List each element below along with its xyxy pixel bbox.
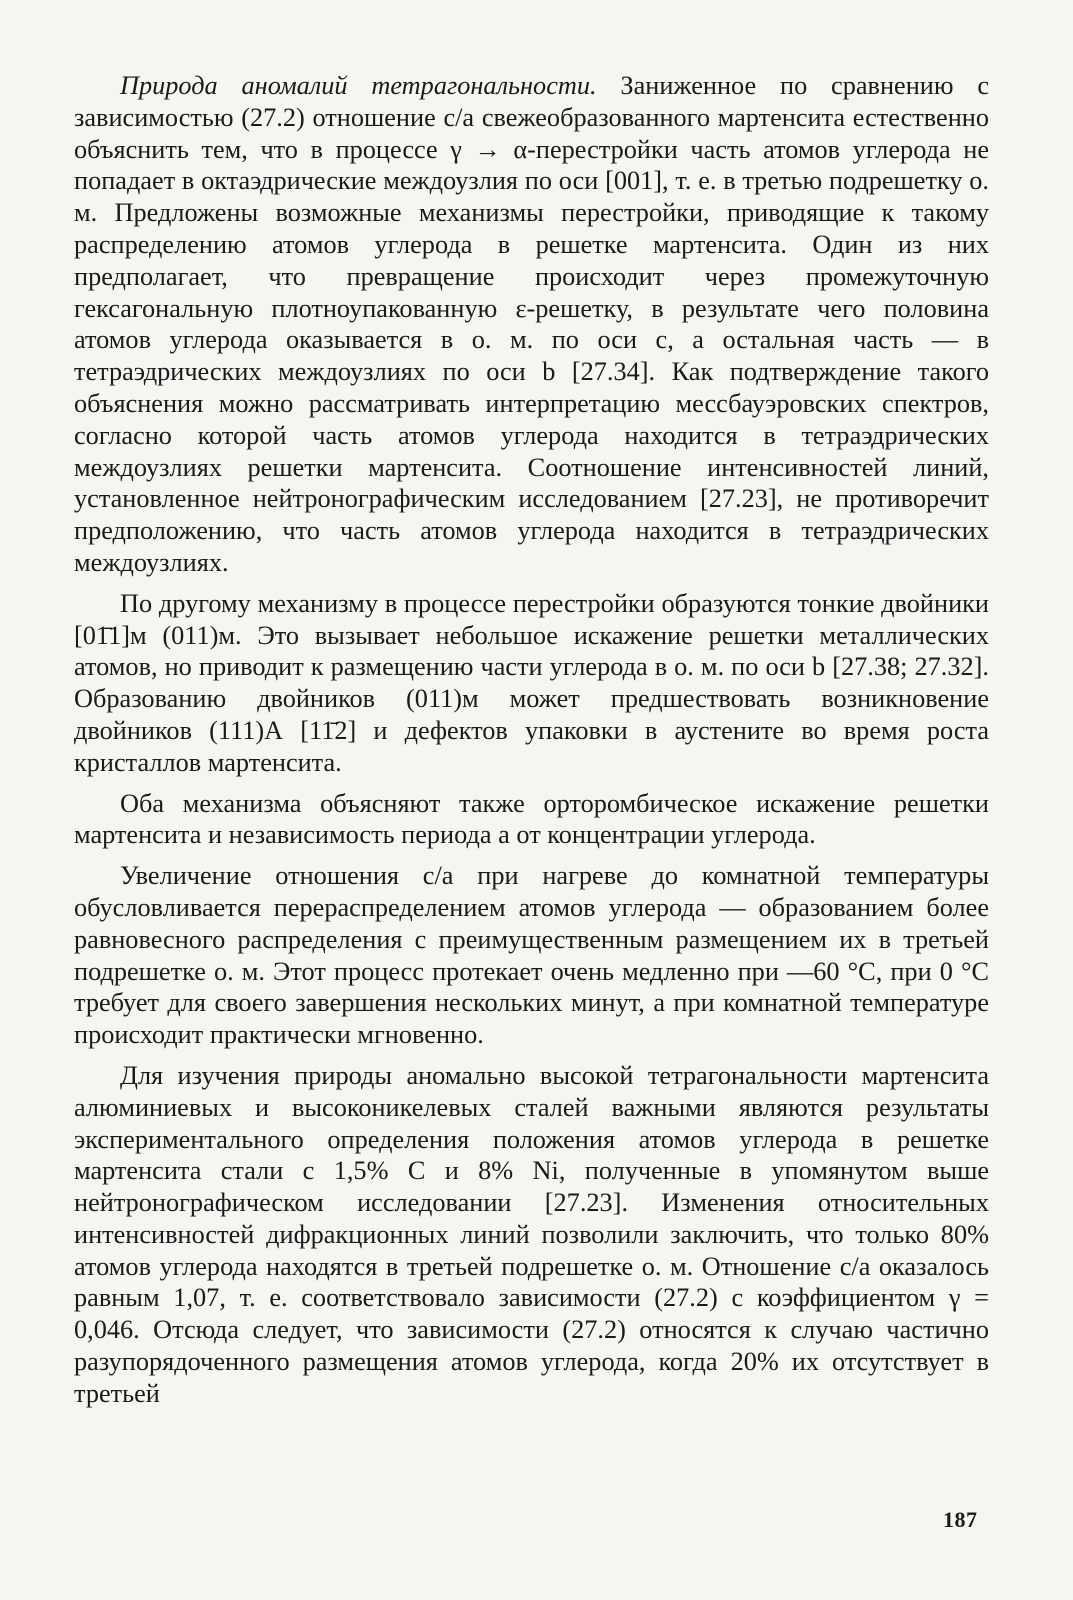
- paragraph-1: [74, 70, 989, 579]
- paragraph-2: По другому механизму в процессе перестройки образуются тонкие двойники [01̄1]м (011)м. Это вызывает небольшое искажение решетки металлических атомов, но приводит к размещению части углерода в о. м. по оси b [27.38; 27.32]. Образованию двойников (011)м может предшествовать возникновение двойников (111)А [11̄2] и дефектов упаковки в аустените во время роста кристаллов мартенсита.: [74, 588, 989, 777]
- paragraph-4: Увеличение отношения c/a при нагреве до комнатной температуры обусловливается перераспределением атомов углерода — образованием более равновесного распределения с преимущественным размещением их в третьей подрешетке о. м. Этот процесс протекает очень медленно при —60 °С, при 0 °С требует для своего завершения нескольких минут, а при комнатной температуре происходит практически мгновенно.: [74, 861, 989, 1050]
- paragraph-1-text: Заниженное по сравнению с зависимостью (27.2) отношение c/a свежеобразованного мартенсита естественно объяснить тем, что в процессе γ → α-перестройки часть атомов углерода не попадает в октаэдрические междоузлия по оси [001], т. е. в третью подрешетку о. м. Предложены возможные механизмы перестройки, приводящие к такому распределению атомов углерода в решетке мартенсита. Один из них предполагает, что превращение происходит через промежуточную гексагональную плотноупакованную ε-решетку, в результате чего половина атомов углерода оказывается в о. м. по оси c, а остальная часть — в тетраэдрических междоузлиях по оси b [27.34]. Как подтверждение такого объяснения можно рассматривать интерпретацию мессбауэровских спектров, согласно которой часть атомов углерода находится в тетраэдрических междоузлиях решетки мартенсита. Соотношение интенсивностей линий, установленное нейтронографическим исследованием [27.23], не противоречит предположению, что часть атомов углерода находится в тетраэдрических междоузлиях.: [74, 71, 989, 577]
- paragraph-5: Для изучения природы аномально высокой тетрагональности мартенсита алюминиевых и высоконикелевых сталей важными являются результаты экспериментального определения положения атомов углерода в решетке мартенсита стали с 1,5% С и 8% Ni, полученные в упомянутом выше нейтронографическом исследовании [27.23]. Изменения относительных интенсивностей дифракционных линий позволили заключить, что только 80% атомов углерода находятся в третьей подрешетке о. м. Отношение c/a оказалось равным 1,07, т. е. соответствовало зависимости (27.2) с коэффициентом γ = 0,046. Отсюда следует, что зависимости (27.2) относятся к случаю частично разупорядоченного размещения атомов углерода, когда 20% их отсутствует в третьей: [74, 1060, 989, 1408]
- page-body: [74, 70, 989, 1419]
- section-heading: Природа аномалий тетрагональности.: [120, 71, 597, 100]
- paragraph-3: Оба механизма объясняют также орторомбическое искажение решетки мартенсита и независимость периода a от концентрации углерода.: [74, 788, 989, 850]
- page-number: 187: [943, 1507, 978, 1532]
